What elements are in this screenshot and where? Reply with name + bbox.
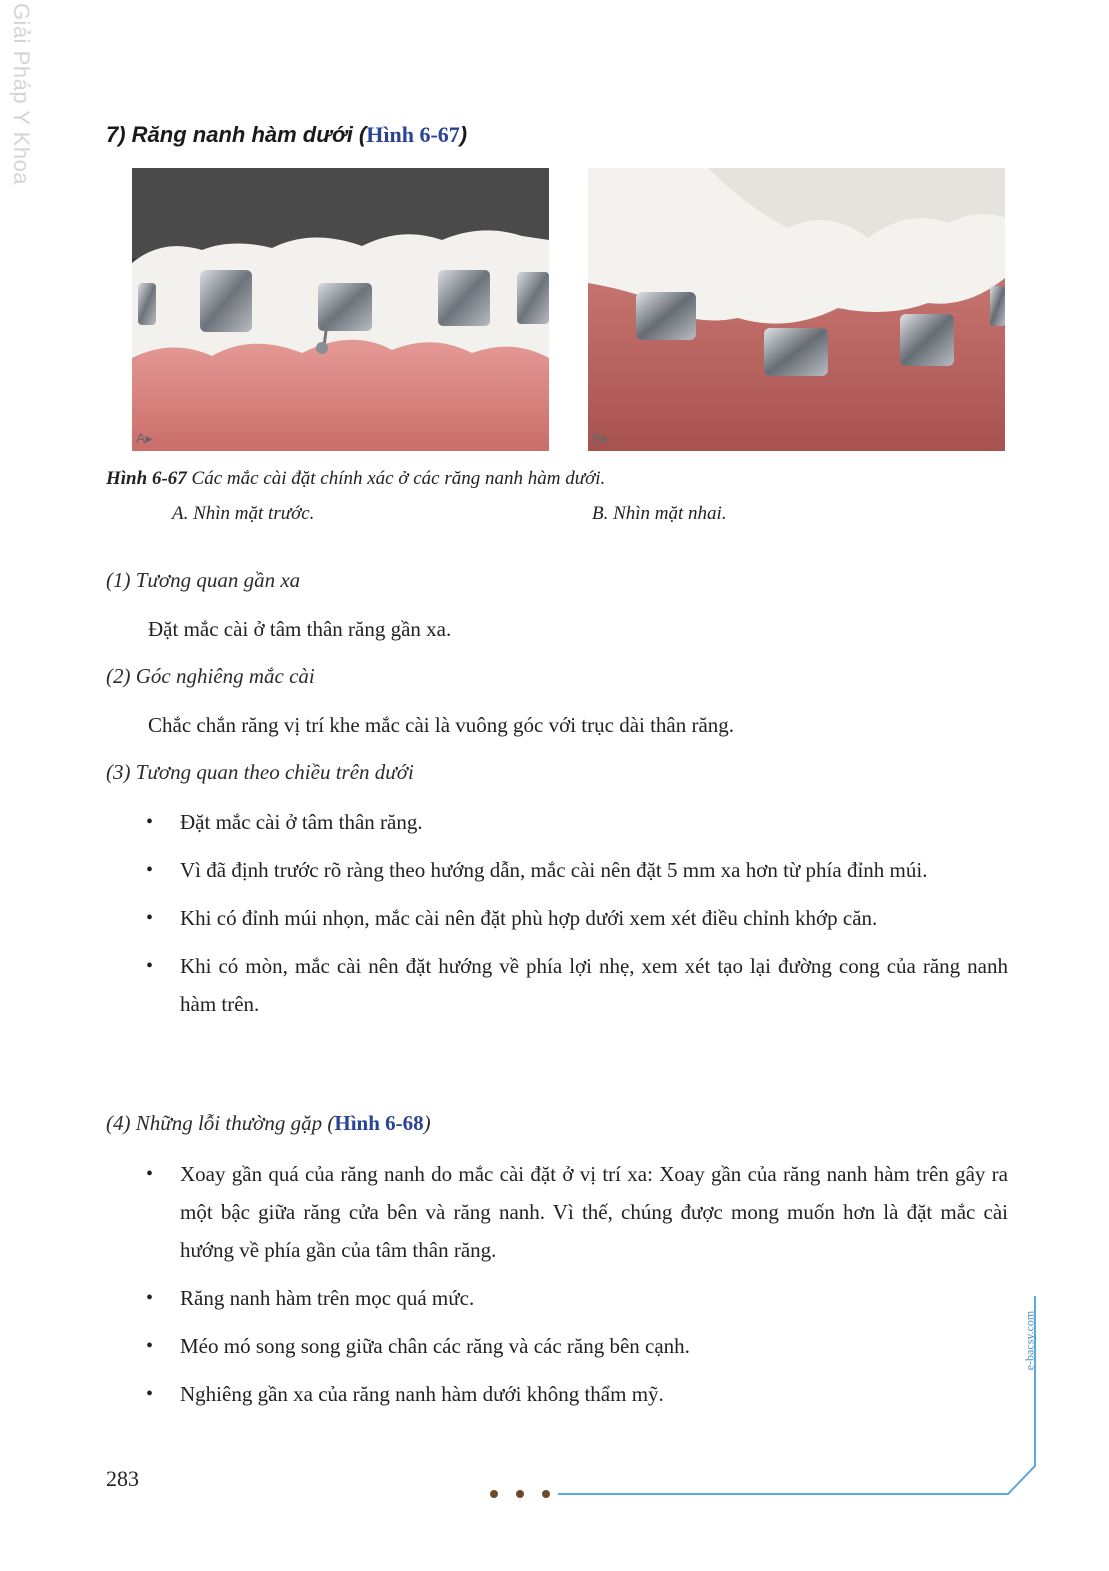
- figure-photo-b: [588, 168, 1005, 451]
- figure-ref-link[interactable]: Hình 6-68: [334, 1111, 424, 1135]
- figure-ref-link[interactable]: Hình 6-67: [366, 122, 460, 147]
- page-number: 283: [106, 1466, 139, 1491]
- subheading-mesiodistal: (1) Tương quan gần xa: [106, 568, 301, 592]
- list-item: • Răng nanh hàm trên mọc quá mức.: [146, 1279, 1008, 1317]
- list-item: • Khi có đỉnh múi nhọn, mắc cài nên đặt phù hợp dưới xem xét điều chỉnh khớp căn.: [146, 899, 1008, 937]
- side-website: e-bacsy.com: [1022, 1310, 1037, 1370]
- list-item: • Khi có mòn, mắc cài nên đặt hướng về phía lợi nhẹ, xem xét tạo lại đường cong của răng nanh hàm trên.: [146, 947, 1008, 1023]
- list-item: • Vì đã định trước rõ ràng theo hướng dẫn, mắc cài nên đặt 5 mm xa hơn từ phía đỉnh múi.: [146, 851, 1008, 889]
- figure-sub-caption-b: B. Nhìn mặt nhai.: [592, 503, 727, 524]
- subheading-vertical: (3) Tương quan theo chiều trên dưới: [106, 760, 414, 784]
- list-item: • Nghiêng gần xa của răng nanh hàm dưới không thẩm mỹ.: [146, 1375, 1008, 1413]
- subheading-common-errors: (4) Những lỗi thường gặp (Hình 6-68): [106, 1111, 431, 1135]
- figure-caption: [106, 468, 1006, 524]
- footer-decoration: [480, 1296, 1080, 1516]
- vertical-bullet-list: [146, 803, 1008, 1033]
- list-item: • Méo mó song song giữa chân các răng và các răng bên cạnh.: [146, 1327, 1008, 1365]
- figure-sub-caption-a: A. Nhìn mặt trước.: [172, 503, 315, 524]
- subheading-bracket-angle: (2) Góc nghiêng mắc cài: [106, 664, 315, 688]
- figure-photo-a: [132, 168, 549, 451]
- paragraph-mesiodistal: Đặt mắc cài ở tâm thân răng gần xa.: [148, 617, 452, 641]
- paragraph-bracket-angle: Chắc chắn răng vị trí khe mắc cài là vuông góc với trục dài thân răng.: [148, 713, 735, 737]
- figure-caption-title: Hình 6-67: [106, 468, 187, 489]
- figure-label-b: B▸: [592, 430, 609, 446]
- side-brand: Giải Pháp Y Khoa: [9, 2, 35, 186]
- figure-label-a: A▸: [136, 430, 153, 446]
- section-title: 7) Răng nanh hàm dưới (Hình 6-67): [106, 122, 468, 147]
- figure-caption-text: Các mắc cài đặt chính xác ở các răng nanh hàm dưới.: [186, 468, 606, 489]
- list-item: • Đặt mắc cài ở tâm thân răng.: [146, 803, 1008, 841]
- list-item: • Xoay gần quá của răng nanh do mắc cài đặt ở vị trí xa: Xoay gần của răng nanh hàm trên gây ra một bậc giữa răng cửa bên và răng nanh. Vì thế, chúng được mong muốn hơn là đặt mắc cài hướng về phía gần của tâm thân răng.: [146, 1155, 1008, 1269]
